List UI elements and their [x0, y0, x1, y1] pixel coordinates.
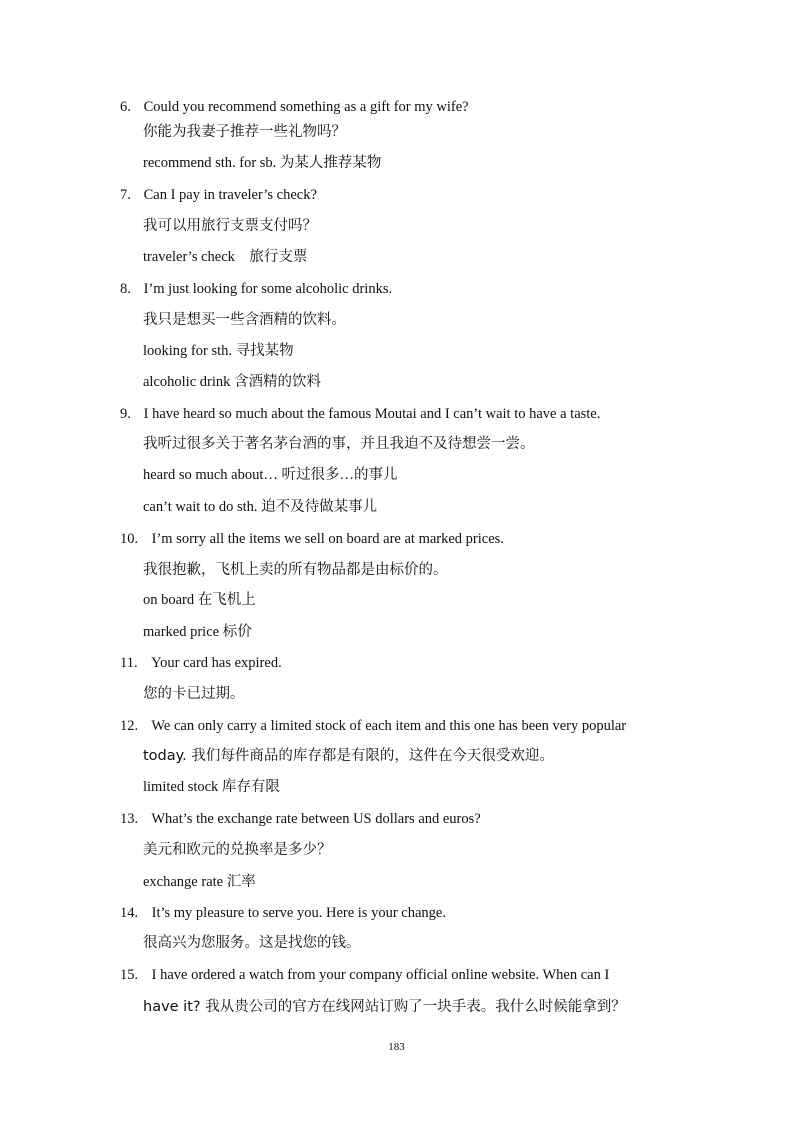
english-sentence: Your card has expired.: [151, 655, 282, 671]
item-number: 7.: [120, 187, 131, 203]
item-10-note-2: marked price 标价: [143, 624, 252, 640]
item-number: 11.: [120, 655, 138, 671]
item-12-note-1: limited stock 库存有限: [143, 779, 280, 795]
item-12-english: [120, 716, 626, 736]
item-10-english: [120, 529, 504, 549]
english-sentence: Can I pay in traveler’s check?: [143, 187, 317, 203]
item-8-note-2: alcoholic drink 含酒精的饮料: [143, 374, 321, 390]
item-8-english: [120, 279, 392, 299]
item-7-note-1: traveler’s check 旅行支票: [143, 249, 308, 265]
item-number: 9.: [120, 406, 131, 422]
item-8-note-1: looking for sth. 寻找某物: [143, 343, 294, 359]
item-9-english: [120, 404, 600, 424]
item-10-note-1: on board 在飞机上: [143, 592, 256, 608]
english-sentence: What’s the exchange rate between US dollars and euros?: [151, 811, 481, 827]
item-15-english: [120, 965, 609, 985]
item-15-english-continued: have it? 我从贵公司的官方在线网站订购了一块手表。我什么时候能拿到？: [143, 999, 626, 1015]
item-number: 15.: [120, 967, 139, 983]
item-11-english: [120, 653, 282, 673]
item-14-chinese: 很高兴为您服务。这是找您的钱。: [143, 935, 361, 951]
item-13-chinese: 美元和欧元的兑换率是多少？: [143, 842, 332, 858]
page-number: 183: [388, 1041, 405, 1053]
english-sentence: It’s my pleasure to serve you. Here is your change.: [151, 905, 446, 921]
item-13-english: [120, 809, 481, 829]
item-10-chinese: 我很抱歉，飞机上卖的所有物品都是由标价的。: [143, 562, 448, 578]
item-14-english: [120, 903, 446, 923]
english-sentence: I have ordered a watch from your company official online website. When can I: [151, 967, 610, 983]
item-11-chinese: 您的卡已过期。: [143, 686, 245, 702]
item-number: 13.: [120, 811, 139, 827]
item-number: 8.: [120, 281, 131, 297]
item-7-chinese: 我可以用旅行支票支付吗？: [143, 218, 317, 234]
item-number: 12.: [120, 718, 139, 734]
item-12-english-continued: today. 我们每件商品的库存都是有限的，这件在今天很受欢迎。: [143, 748, 554, 764]
english-sentence: I’m just looking for some alcoholic drinks.: [143, 281, 393, 297]
item-6-english: [120, 97, 469, 117]
item-number: 14.: [120, 905, 139, 921]
english-sentence: I have heard so much about the famous Moutai and I can’t wait to have a taste.: [143, 406, 601, 422]
item-9-note-1: heard so much about… 听过很多…的事儿: [143, 467, 398, 483]
item-number: 10.: [120, 531, 139, 547]
item-13-note-1: exchange rate 汇率: [143, 874, 256, 890]
item-number: 6.: [120, 99, 131, 115]
item-9-note-2: can’t wait to do sth. 迫不及待做某事儿: [143, 499, 378, 515]
item-7-english: [120, 185, 317, 205]
english-sentence: We can only carry a limited stock of each item and this one has been very popular: [151, 718, 627, 734]
item-8-chinese: 我只是想买一些含酒精的饮料。: [143, 312, 346, 328]
item-6-chinese: 你能为我妻子推荐一些礼物吗？: [143, 124, 346, 140]
english-sentence: Could you recommend something as a gift for my wife?: [143, 99, 469, 115]
item-9-chinese: 我听过很多关于著名茅台酒的事，并且我迫不及待想尝一尝。: [143, 436, 535, 452]
english-sentence: I’m sorry all the items we sell on board are at marked prices.: [151, 531, 504, 547]
item-6-note-1: recommend sth. for sb. 为某人推荐某物: [143, 155, 382, 171]
